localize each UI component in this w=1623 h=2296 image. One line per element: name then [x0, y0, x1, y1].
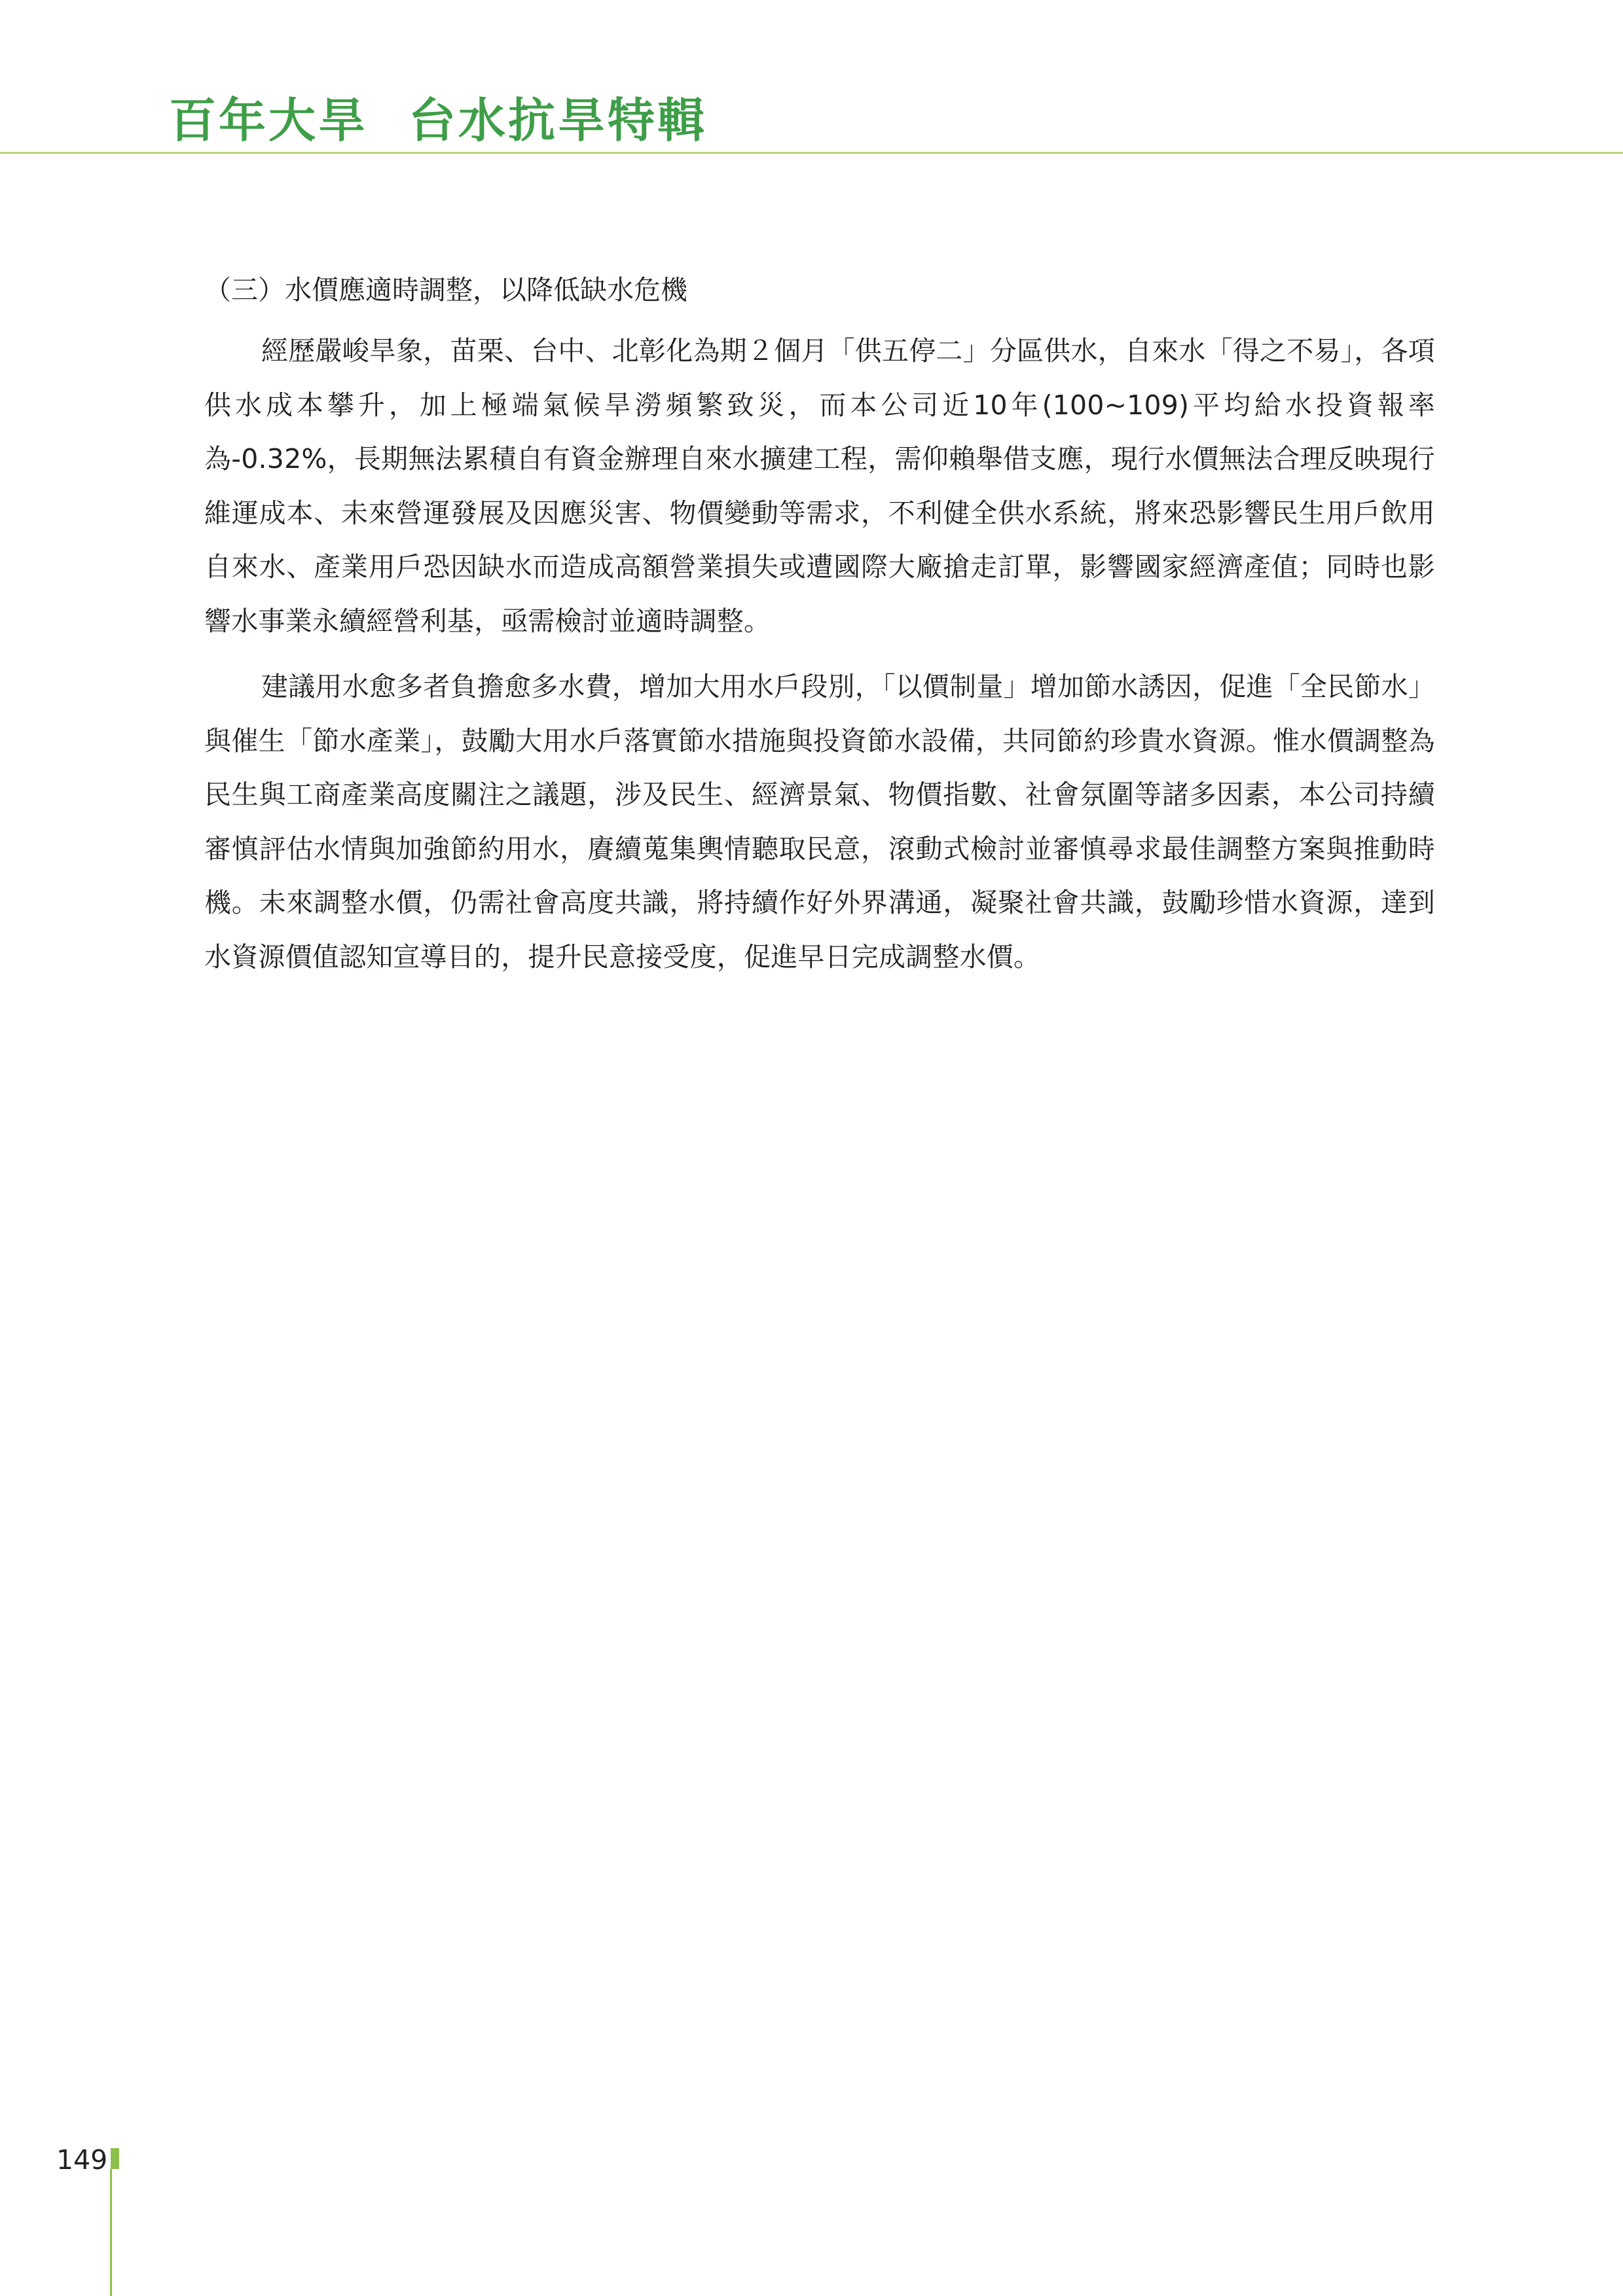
- page-number: 149: [56, 2144, 108, 2176]
- running-header: [169, 90, 707, 151]
- main-content: [204, 265, 1435, 996]
- header-title-part1: 百年大旱: [169, 92, 369, 148]
- header-title-part2: 台水抗旱特輯: [409, 92, 708, 148]
- folio-mark: [111, 2148, 119, 2169]
- section-heading: （三）水價應適時調整，以降低缺水危機: [204, 274, 687, 306]
- margin-rule: [110, 2169, 112, 2296]
- body-paragraph-1: 經歷嚴峻旱象，苗栗、台中、北彰化為期２個月「供五停二」分區供水，自來水「得之不易」，各項供水成本攀升，加上極端氣候旱澇頻繁致災，而本公司近10年(100~109)平均給水投資報率為-0.32%，長期無法累積自有資金辦理自來水擴建工程，需仰賴舉借支應，現行水價無法合理反映現行維運成本、未來營運發展及因應災害、物價變動等需求，不利健全供水系統，將來恐影響民生用戶飲用自來水、產業用戶恐因缺水而造成高額營業損失或遭國際大廠搶走訂單，影響國家經濟產值；同時也影響水事業永續經營利基，亟需檢討並適時調整。: [204, 335, 1435, 637]
- body-paragraph-2: 建議用水愈多者負擔愈多水費，增加大用水戶段別，「以價制量」增加節水誘因，促進「全民節水」與催生「節水產業」，鼓勵大用水戶落實節水措施與投資節水設備，共同節約珍貴水資源。惟水價調整為民生與工商產業高度關注之議題，涉及民生、經濟景氣、物價指數、社會氛圍等諸多因素，本公司持續審慎評估水情與加強節約用水，賡續蒐集輿情聽取民意，滾動式檢討並審慎尋求最佳調整方案與推動時機。未來調整水價，仍需社會高度共識，將持續作好外界溝通，凝聚社會共識，鼓勵珍惜水資源，達到水資源價值認知宣導目的，提升民意接受度，促進早日完成調整水價。: [204, 671, 1435, 973]
- header-rule: [0, 152, 1623, 154]
